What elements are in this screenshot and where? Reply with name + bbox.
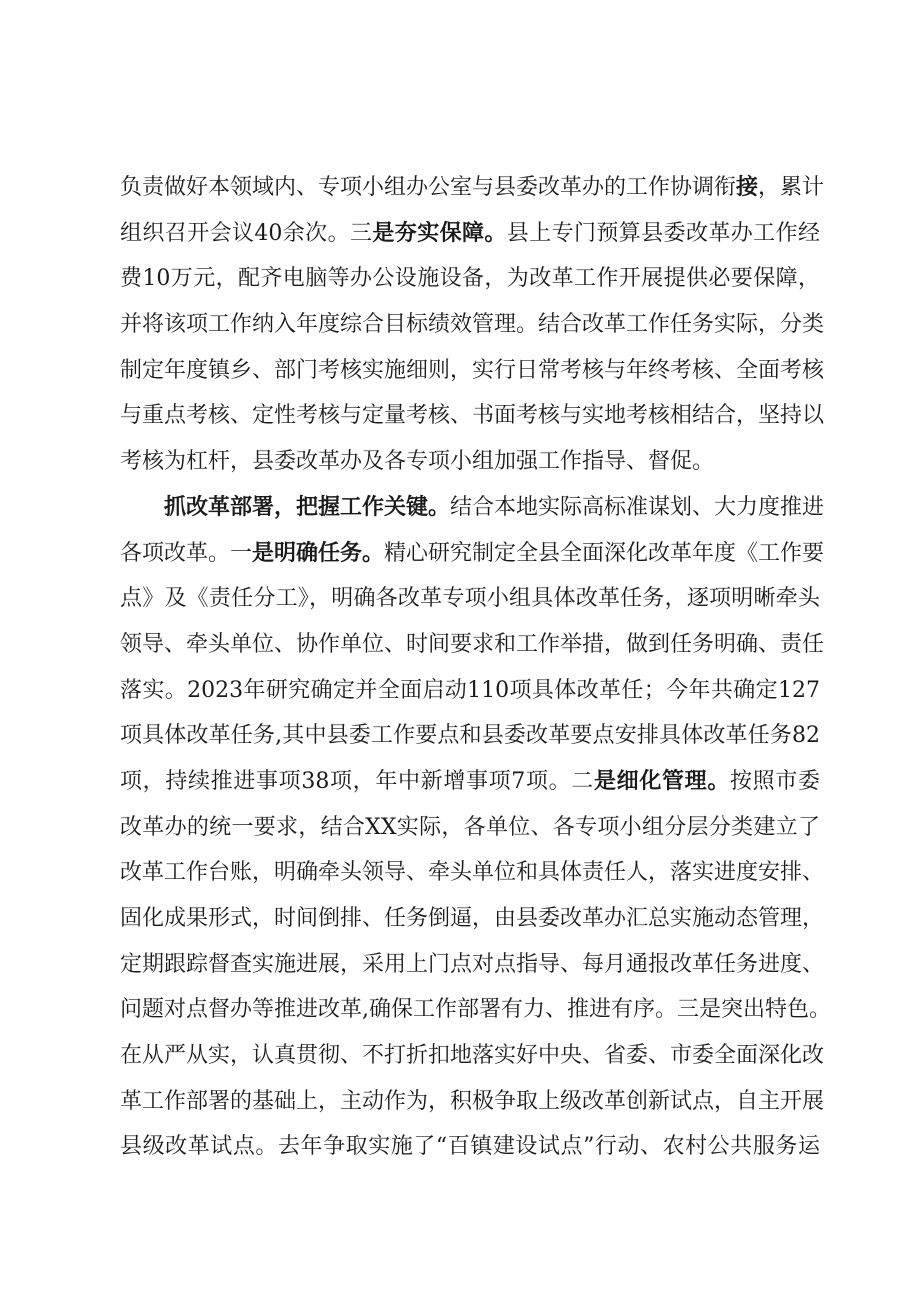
text-line <box>120 668 820 714</box>
bold-text-run: 抓改革部署，把握工作关键。 <box>164 493 451 520</box>
text-line <box>120 896 825 942</box>
text-run: 项，持续推进事项38项，年中新增事项7项。二 <box>120 768 594 794</box>
text-line <box>120 987 831 1033</box>
text-line <box>120 348 825 394</box>
text-run: 固化成果形式，时间倒排、任务倒逼，由县委改革办汇总实施动态管理， <box>120 906 825 931</box>
text-run: 改革办的统一要求，结合XX实际，各单位、各专项小组分层分类建立了 <box>120 814 820 840</box>
text-line <box>120 1079 825 1125</box>
text-line <box>120 713 820 759</box>
text-line <box>120 165 825 211</box>
text-run: 在从严从实，认真贯彻、不打折扣地落实好中央、省委、市委全面深化改 <box>120 1043 825 1069</box>
text-run: 问题对点督办等推进改革,确保工作部署有力、推进有序。三是突出特色。 <box>120 997 831 1023</box>
text-line <box>120 211 820 257</box>
text-line <box>120 850 825 896</box>
text-run: ，累计 <box>758 175 825 200</box>
paragraph-heading-line <box>120 485 825 531</box>
text-run: 改革工作台账，明确牵头领导、牵头单位和具体责任人，落实进度安排、 <box>120 860 825 886</box>
text-run: 按照市委 <box>729 768 820 794</box>
text-run: 结合本地实际高标准谋划、大力度推进 <box>450 494 825 520</box>
text-run: 考核为杠杆，县委改革办及各专项小组加强工作指导、督促。 <box>120 449 715 475</box>
text-run: 费10万元，配齐电脑等办公设施设备，为改革工作开展提供必要保障， <box>120 266 820 292</box>
text-line <box>120 1033 825 1079</box>
text-line <box>120 531 825 577</box>
bold-text-run: 是夯实保障。 <box>372 219 507 246</box>
text-run: 并将该项工作纳入年度综合目标绩效管理。结合改革工作任务实际，分类 <box>120 312 825 338</box>
text-line <box>120 302 825 348</box>
text-line <box>120 1124 820 1170</box>
text-run: 项具体改革任务,其中县委工作要点和县委改革要点安排具体改革任务82 <box>120 723 820 749</box>
text-run: 负责做好本领域内、专项小组办公室与县委改革办的工作协调衔 <box>120 175 737 200</box>
text-line <box>120 942 825 988</box>
text-line <box>120 622 825 668</box>
text-line <box>120 439 820 485</box>
text-run: 制定年度镇乡、部门考核实施细则，实行日常考核与年终考核、全面考核 <box>120 357 825 383</box>
text-line <box>120 393 825 439</box>
text-run: 精心研究制定全县全面深化改革年度《工作要 <box>384 540 825 566</box>
text-run: 与重点考核、定性考核与定量考核、书面考核与实地考核相结合，坚持以 <box>120 403 825 429</box>
text-line <box>120 576 820 622</box>
bold-text-run: 是明确任务。 <box>252 539 385 566</box>
body-text <box>120 165 831 1170</box>
text-line <box>120 805 820 851</box>
text-run: 落实。2023年研究确定并全面启动110项具体改革任；今年共确定127 <box>120 677 820 703</box>
text-run: 组织召开会议40余次。三 <box>120 220 373 246</box>
text-run: 定期跟踪督查实施进展，采用上门点对点指导、每月通报改革任务进度、 <box>120 951 825 977</box>
text-run: 革工作部署的基础上，主动作为，积极争取上级改革创新试点，自主开展 <box>120 1088 825 1114</box>
text-run: 领导、牵头单位、协作单位、时间要求和工作举措，做到任务明确、责任 <box>120 631 825 657</box>
text-run: 各项改革。一 <box>120 540 253 566</box>
bold-text-run: 接 <box>736 174 759 200</box>
bold-text-run: 是细化管理。 <box>593 767 730 794</box>
text-run: 县级改革试点。去年争取实施了“百镇建设试点”行动、农村公共服务运 <box>120 1134 820 1160</box>
text-run: 县上专门预算县委改革办工作经 <box>506 220 820 246</box>
text-line <box>120 759 820 805</box>
text-line <box>120 256 820 302</box>
text-run: 点》及《责任分工》，明确各改革专项小组具体改革任务，逐项明晰牵头 <box>120 586 820 612</box>
